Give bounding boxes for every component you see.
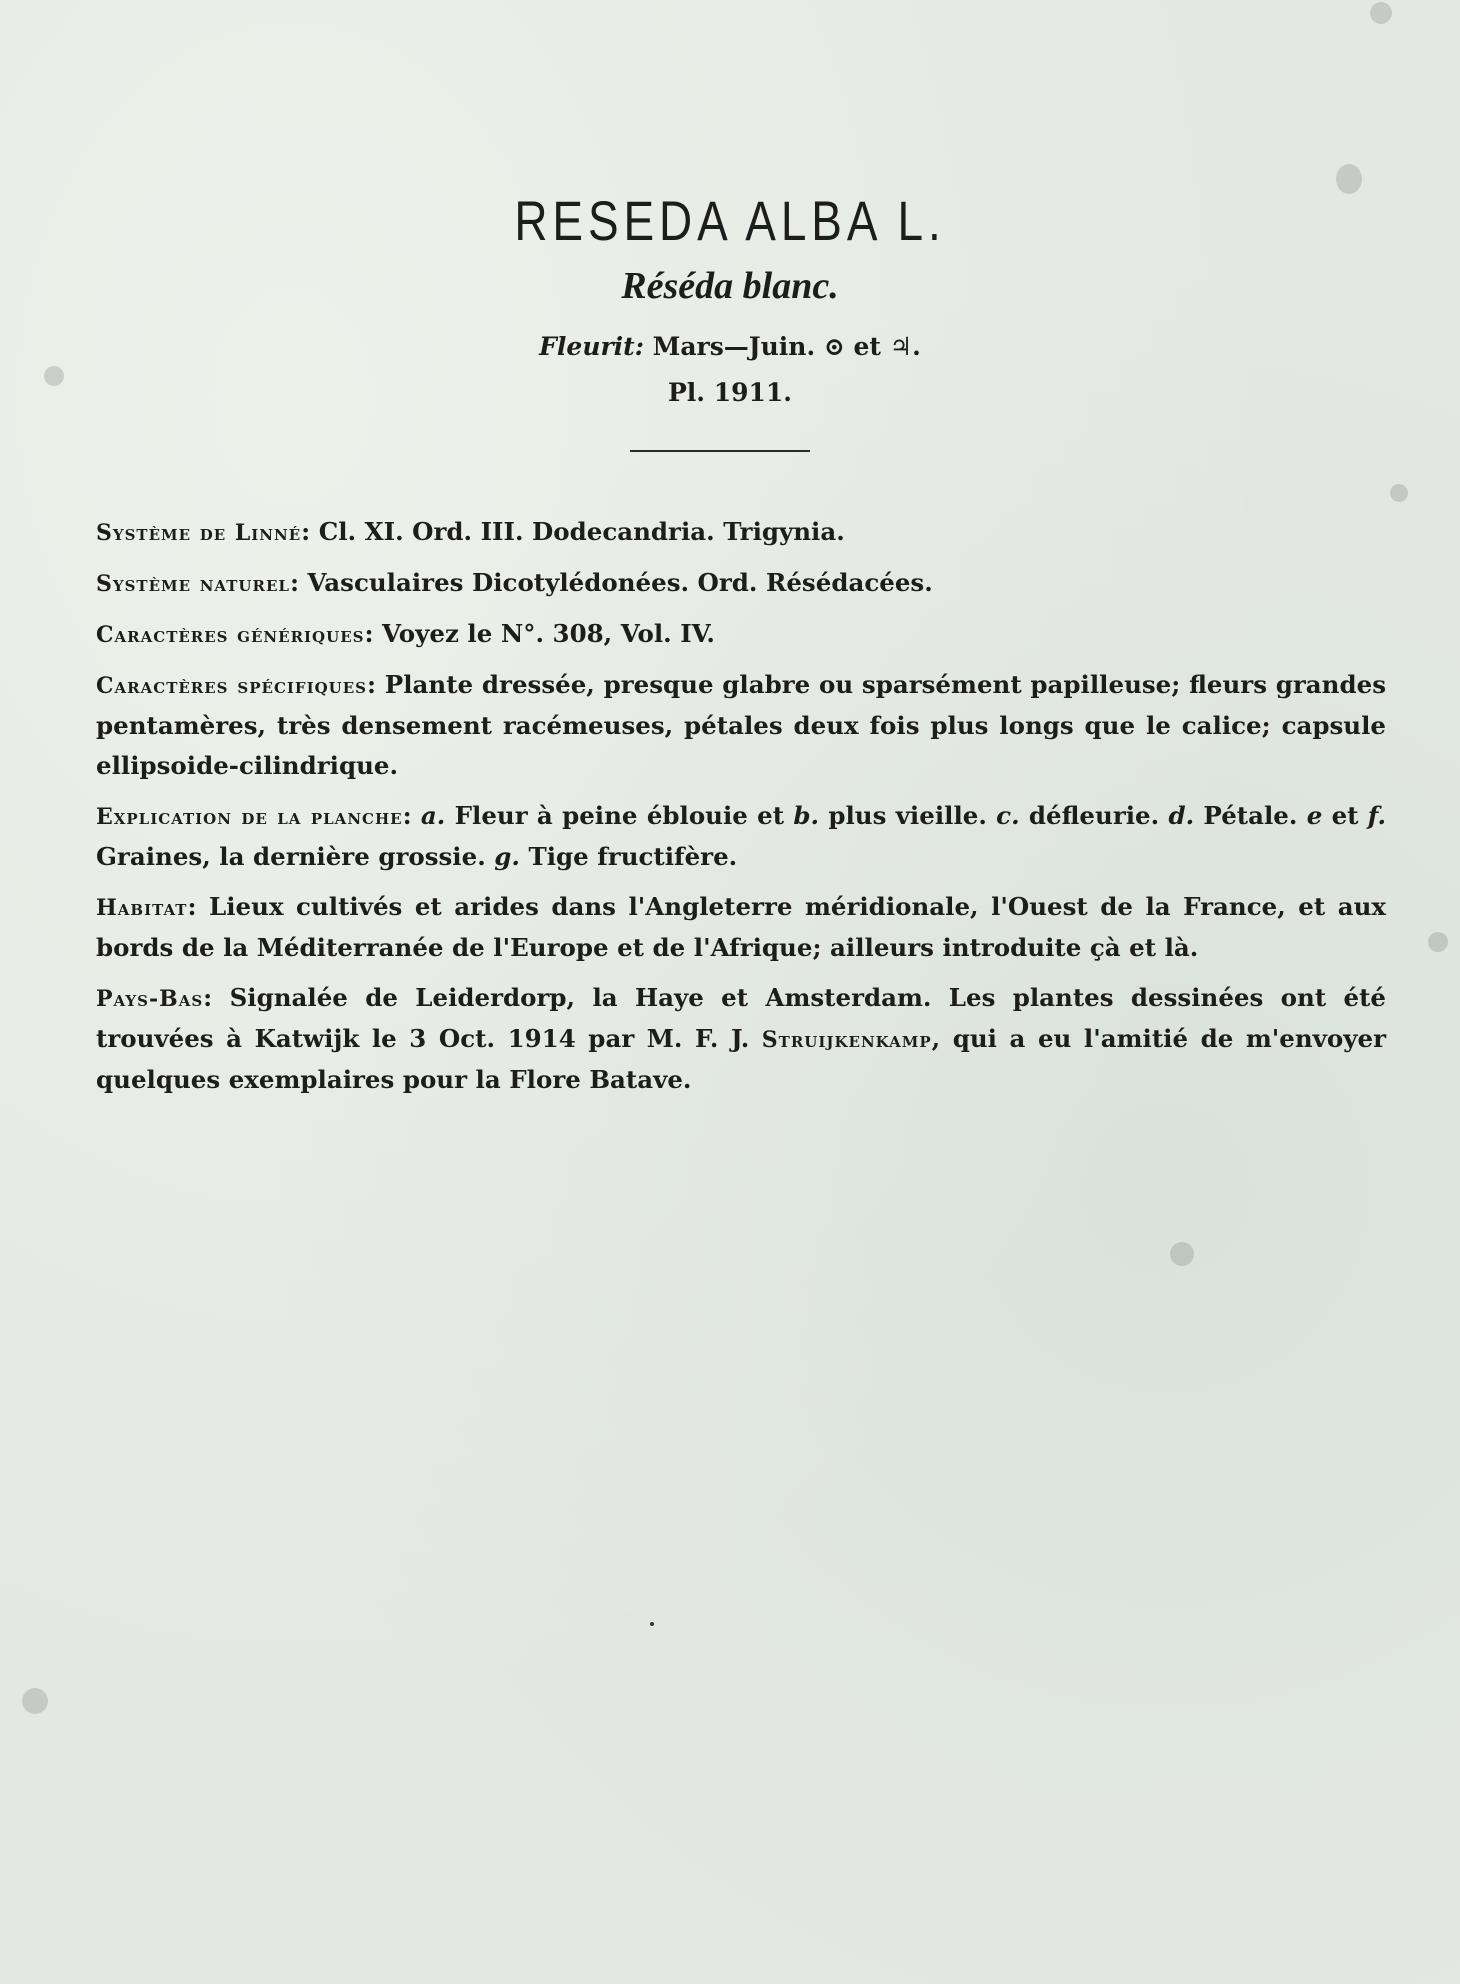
section-explication xyxy=(96,796,1386,877)
collector-name: Struijkenkamp xyxy=(761,1027,932,1053)
page-title: RESEDA ALBA L. xyxy=(514,189,946,252)
section-text: Graines, la dernière grossie. xyxy=(96,842,495,871)
figure-letter: d. xyxy=(1168,801,1195,830)
divider xyxy=(630,450,810,452)
foxing-spot xyxy=(1170,1242,1194,1266)
section-text: : Voyez le N°. 308, Vol. IV. xyxy=(364,619,715,648)
figure-letter: e xyxy=(1306,801,1323,830)
section-label: Caractères spécifiques xyxy=(96,673,367,699)
section-text: : Vasculaires Dicotylédonées. Ord. Résédacées. xyxy=(289,568,933,597)
section-text: Fleur à peine éblouie et xyxy=(445,801,794,830)
section-linne xyxy=(96,512,1386,553)
print-dot xyxy=(650,1622,654,1626)
section-text: défleurie. xyxy=(1019,801,1169,830)
foxing-spot xyxy=(1370,2,1392,24)
section-text: plus vieille. xyxy=(819,801,997,830)
section-text: : Cl. XI. Ord. III. Dodecandria. Trigynia. xyxy=(301,517,845,546)
bloom-text: Mars—Juin. ⊙ et ♃. xyxy=(652,332,921,361)
section-text: Tige fructifère. xyxy=(519,842,738,871)
bloom-label: Fleurit: xyxy=(539,332,644,361)
section-text: Pétale. xyxy=(1194,801,1307,830)
common-name: Réséda blanc. xyxy=(621,265,839,307)
figure-letter: g. xyxy=(494,842,520,871)
figure-letter: f. xyxy=(1367,801,1386,830)
figure-letter: b. xyxy=(793,801,820,830)
colon: : xyxy=(402,801,421,830)
description-body xyxy=(96,512,1386,1110)
section-label: Explication de la planche xyxy=(96,804,403,830)
section-label: Caractères génériques xyxy=(96,622,365,648)
section-paysbas xyxy=(96,978,1386,1100)
section-text: : Lieux cultivés et arides dans l'Angleterre méridionale, l'Ouest de la France, et aux bords de la Méditerranée de l'Europe et de l'Afrique; ailleurs introduite çà et là. xyxy=(96,892,1386,962)
section-label: Pays-Bas xyxy=(96,986,204,1012)
section-label: Système de Linné xyxy=(96,520,302,546)
plate-number: Pl. 1911. xyxy=(668,378,792,407)
section-text: et xyxy=(1322,801,1368,830)
section-text: : Plante dressée, presque glabre ou sparsément papilleuse; fleurs grandes pentamères, très densement racémeuses, pétales deux fois plus longs que le calice; capsule ellipsoide-cilindrique. xyxy=(96,670,1386,780)
section-label: Système naturel xyxy=(96,571,290,597)
foxing-spot xyxy=(1336,164,1362,194)
foxing-spot xyxy=(1390,484,1408,502)
section-naturel xyxy=(96,563,1386,604)
section-label: Habitat xyxy=(96,895,188,921)
section-generiques xyxy=(96,614,1386,655)
figure-letter: a. xyxy=(420,801,446,830)
section-text: , qui a eu l'amitié de m'envoyer quelques exemplaires pour la Flore Batave. xyxy=(96,1024,1386,1094)
foxing-spot xyxy=(22,1688,48,1714)
section-specifiques xyxy=(96,665,1386,786)
figure-letter: c. xyxy=(996,801,1020,830)
section-text: : Signalée de Leiderdorp, la Haye et Amsterdam. Les plantes dessinées ont été trouvées à Katwijk le 3 Oct. 1914 par M. F. J. xyxy=(96,983,1386,1053)
bloom-line xyxy=(0,332,1460,361)
foxing-spot xyxy=(1428,932,1448,952)
section-habitat xyxy=(96,887,1386,968)
